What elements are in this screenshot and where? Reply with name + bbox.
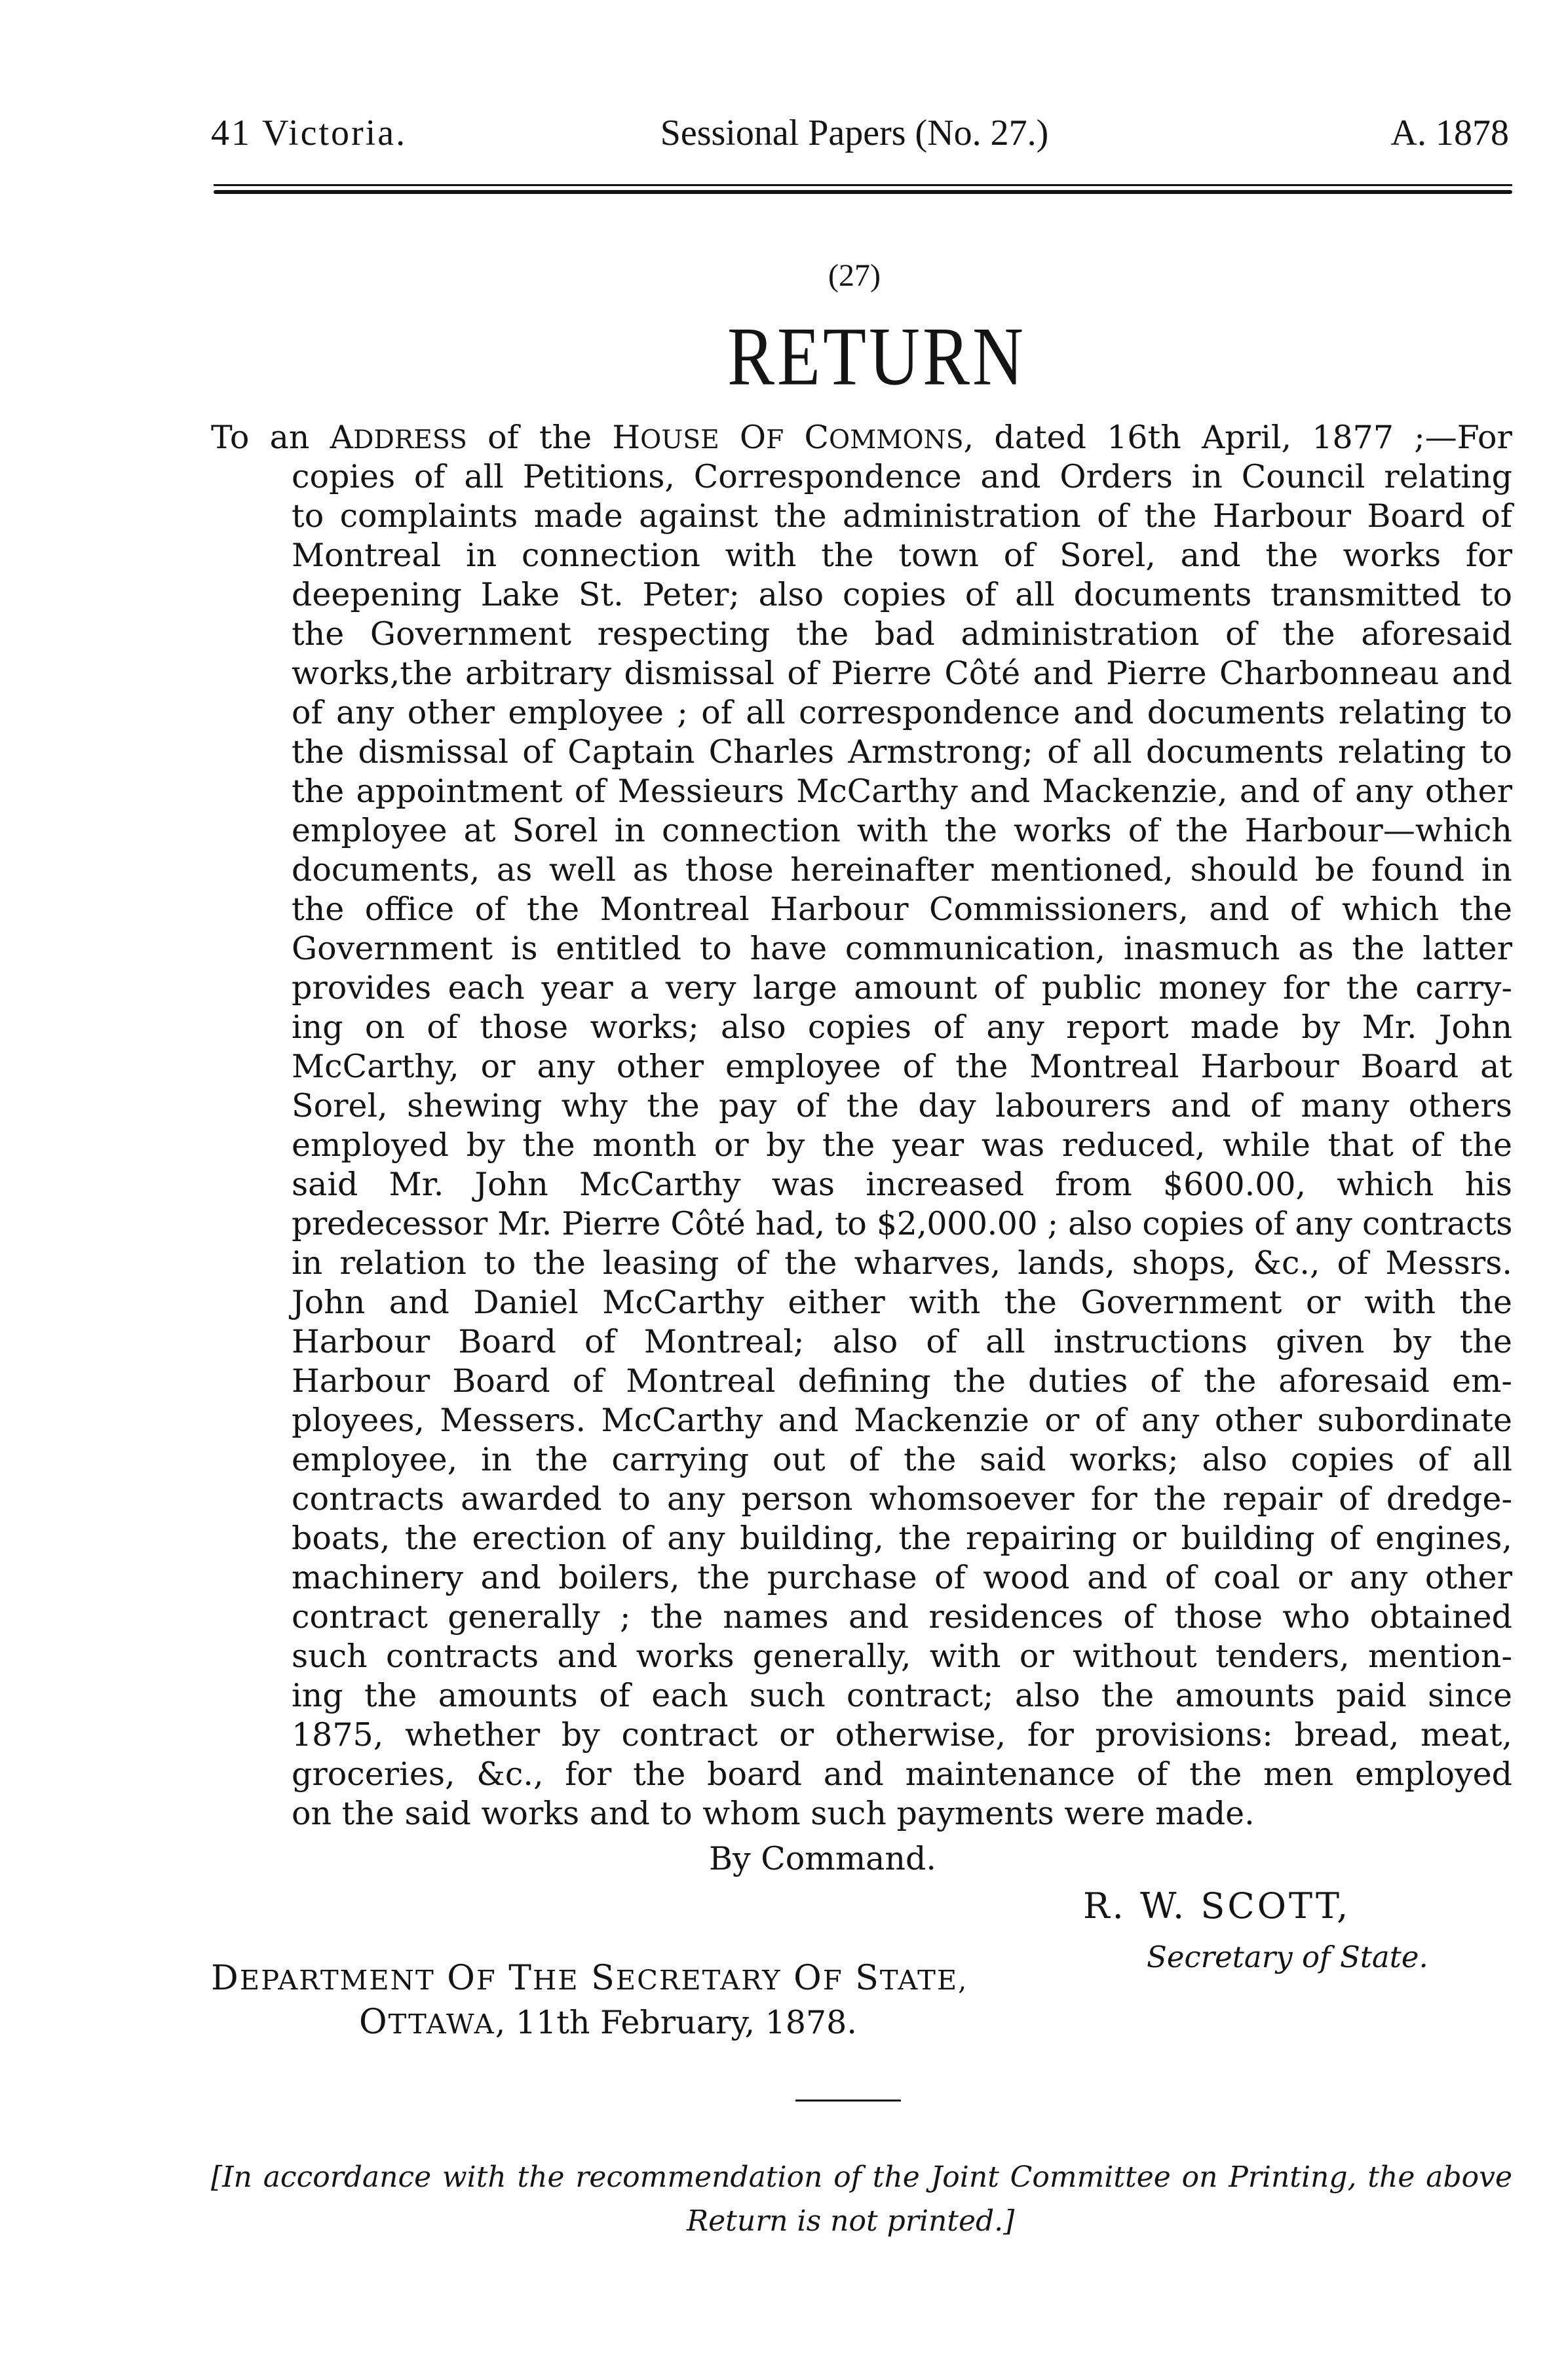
small-caps-letters: OUSE bbox=[640, 425, 719, 455]
address-opening-line bbox=[211, 418, 1512, 457]
paragraph-line: the Government respecting the bad administration of the aforesaid bbox=[292, 615, 1512, 653]
paragraph-line: Harbour Board of Montreal defining the duties of the aforesaid em- bbox=[292, 1362, 1512, 1400]
title-block bbox=[680, 311, 1073, 403]
paragraph-line: John and Daniel McCarthy either with the Government or with the bbox=[292, 1284, 1512, 1321]
department-line bbox=[211, 1959, 968, 2000]
small-caps-letters: EPARTMENT bbox=[239, 1964, 435, 1996]
paragraph-line: ing the amounts of each such contract; also the amounts paid since bbox=[292, 1677, 1512, 1714]
paragraph-line: deepening Lake St. Peter; also copies of all documents transmitted to bbox=[292, 576, 1512, 613]
paragraph-line: to complaints made against the administration of the Harbour Board of bbox=[292, 497, 1512, 535]
paragraph-line: contracts awarded to any person whomsoever for the repair of dredge- bbox=[292, 1480, 1512, 1518]
paragraph-line: ployees, Messers. McCarthy and Mackenzie or of any other subordinate bbox=[292, 1402, 1512, 1439]
paragraph-line: documents, as well as those hereinafter mentioned, should be found in bbox=[292, 851, 1512, 889]
paragraph-line: Government is entitled to have communication, inasmuch as the latter bbox=[292, 930, 1512, 967]
paragraph-line: in relation to the leasing of the wharves, lands, shops, &c., of Messrs. bbox=[292, 1244, 1512, 1282]
paragraph-line: the appointment of Messieurs McCarthy and Mackenzie, and of any other bbox=[292, 773, 1512, 810]
paragraph-line: ing on of those works; also copies of any report made by Mr. John bbox=[292, 1008, 1512, 1046]
address-opening-suffix: , dated 16th April, 1877 ;—For bbox=[963, 419, 1512, 456]
small-caps-letters: DDRESS bbox=[353, 425, 467, 455]
small-caps-letters: F bbox=[476, 1964, 497, 1996]
small-caps-letters: F bbox=[822, 1964, 843, 1996]
paragraph-line: such contracts and works generally, with or without tenders, mention- bbox=[292, 1638, 1512, 1675]
paragraph-line: the office of the Montreal Harbour Commissioners, and of which the bbox=[292, 891, 1512, 928]
editorial-note-line-1: [In accordance with the recommendation of the Joint Committee on Printing, the above bbox=[211, 2160, 1512, 2194]
paper-number: (27) bbox=[828, 258, 881, 293]
paragraph-line: Harbour Board of Montreal; also of all instructions given by the bbox=[292, 1323, 1512, 1360]
paragraph-line: of any other employee ; of all correspondence and documents relating to bbox=[292, 694, 1512, 731]
paragraph-line: contract generally ; the names and residences of those who obtained bbox=[292, 1598, 1512, 1636]
place-date-line bbox=[359, 2003, 857, 2050]
paragraph-line: Sorel, shewing why the pay of the day labourers and of many others bbox=[292, 1087, 1512, 1124]
address-word-smallcaps: ADDRESS bbox=[330, 419, 467, 456]
date-text: , 11th February, 1878. bbox=[495, 2004, 857, 2041]
paragraph-line: groceries, &c., for the board and maintenance of the men employed bbox=[292, 1756, 1512, 1793]
running-header-year: A. 1878 bbox=[1390, 113, 1509, 153]
address-opening-prefix: To an bbox=[211, 419, 330, 456]
paragraph-line: boats, the erection of any building, the repairing or building of engines, bbox=[292, 1520, 1512, 1557]
paragraph-line: copies of all Petitions, Correspondence and Orders in Council relating bbox=[292, 458, 1512, 495]
paragraph-line: employed by the month or by the year was reduced, while that of the bbox=[292, 1126, 1512, 1164]
paragraph-line: employee at Sorel in connection with the works of the Harbour—which bbox=[292, 812, 1512, 849]
paragraph-line: said Mr. John McCarthy was increased from $600.00, which his bbox=[292, 1166, 1512, 1203]
page-title: RETURN bbox=[727, 311, 1026, 403]
paragraph-line: works,the arbitrary dismissal of Pierre Côté and Pierre Charbonneau and bbox=[292, 655, 1512, 692]
paragraph-line: predecessor Mr. Pierre Côté had, to $2,000.00 ; also copies of any contracts bbox=[292, 1205, 1512, 1242]
separator-rule bbox=[795, 2100, 901, 2102]
paragraph-line: employee, in the carrying out of the said works; also copies of all bbox=[292, 1441, 1512, 1478]
paragraph-line: 1875, whether by contract or otherwise, for provisions: bread, meat, bbox=[292, 1716, 1512, 1754]
paragraph-line: McCarthy, or any other employee of the Montreal Harbour Board at bbox=[292, 1048, 1512, 1085]
editorial-note-line-2: Return is not printed.] bbox=[687, 2204, 1015, 2238]
running-header-title: Sessional Papers (No. 27.) bbox=[660, 113, 1049, 153]
paragraph-line: Montreal in connection with the town of Sorel, and the works for bbox=[292, 537, 1512, 574]
signatory-name: R. W. SCOTT, bbox=[1083, 1885, 1351, 1927]
paragraph-last-line: on the said works and to whom such payments were made. bbox=[292, 1795, 1255, 1832]
small-caps-letters: TATE, bbox=[879, 1964, 968, 1996]
paragraph-line: machinery and boilers, the purchase of wood and of coal or any other bbox=[292, 1559, 1512, 1596]
small-caps-letters: HE bbox=[532, 1964, 579, 1996]
place-name-smallcaps: OTTAWA bbox=[359, 2003, 495, 2042]
paragraph-line: provides each year a very large amount of public money for the carry- bbox=[292, 969, 1512, 1007]
small-caps-letters: OMMONS bbox=[829, 425, 964, 455]
small-caps-letters: ECRETARY bbox=[615, 1964, 782, 1996]
header-rule-thin bbox=[214, 184, 1512, 186]
signatory-title: Secretary of State. bbox=[1147, 1940, 1428, 1974]
by-command: By Command. bbox=[709, 1840, 936, 1877]
small-caps-letters: F bbox=[766, 425, 784, 455]
department-name-smallcaps: DEPARTMENT OF THE SECRETARY OF STATE, bbox=[211, 1959, 968, 1998]
address-opening-mid: of the bbox=[467, 419, 613, 456]
header-rule-thick bbox=[214, 190, 1512, 194]
house-of-commons-smallcaps: HOUSE OF COMMONS bbox=[612, 419, 964, 456]
running-header-regnal-year: 41 Victoria. bbox=[211, 113, 408, 153]
small-caps-letters: TTAWA bbox=[388, 2008, 495, 2040]
paragraph-line: the dismissal of Captain Charles Armstrong; of all documents relating to bbox=[292, 733, 1512, 771]
address-paragraph-body bbox=[292, 457, 1512, 1833]
